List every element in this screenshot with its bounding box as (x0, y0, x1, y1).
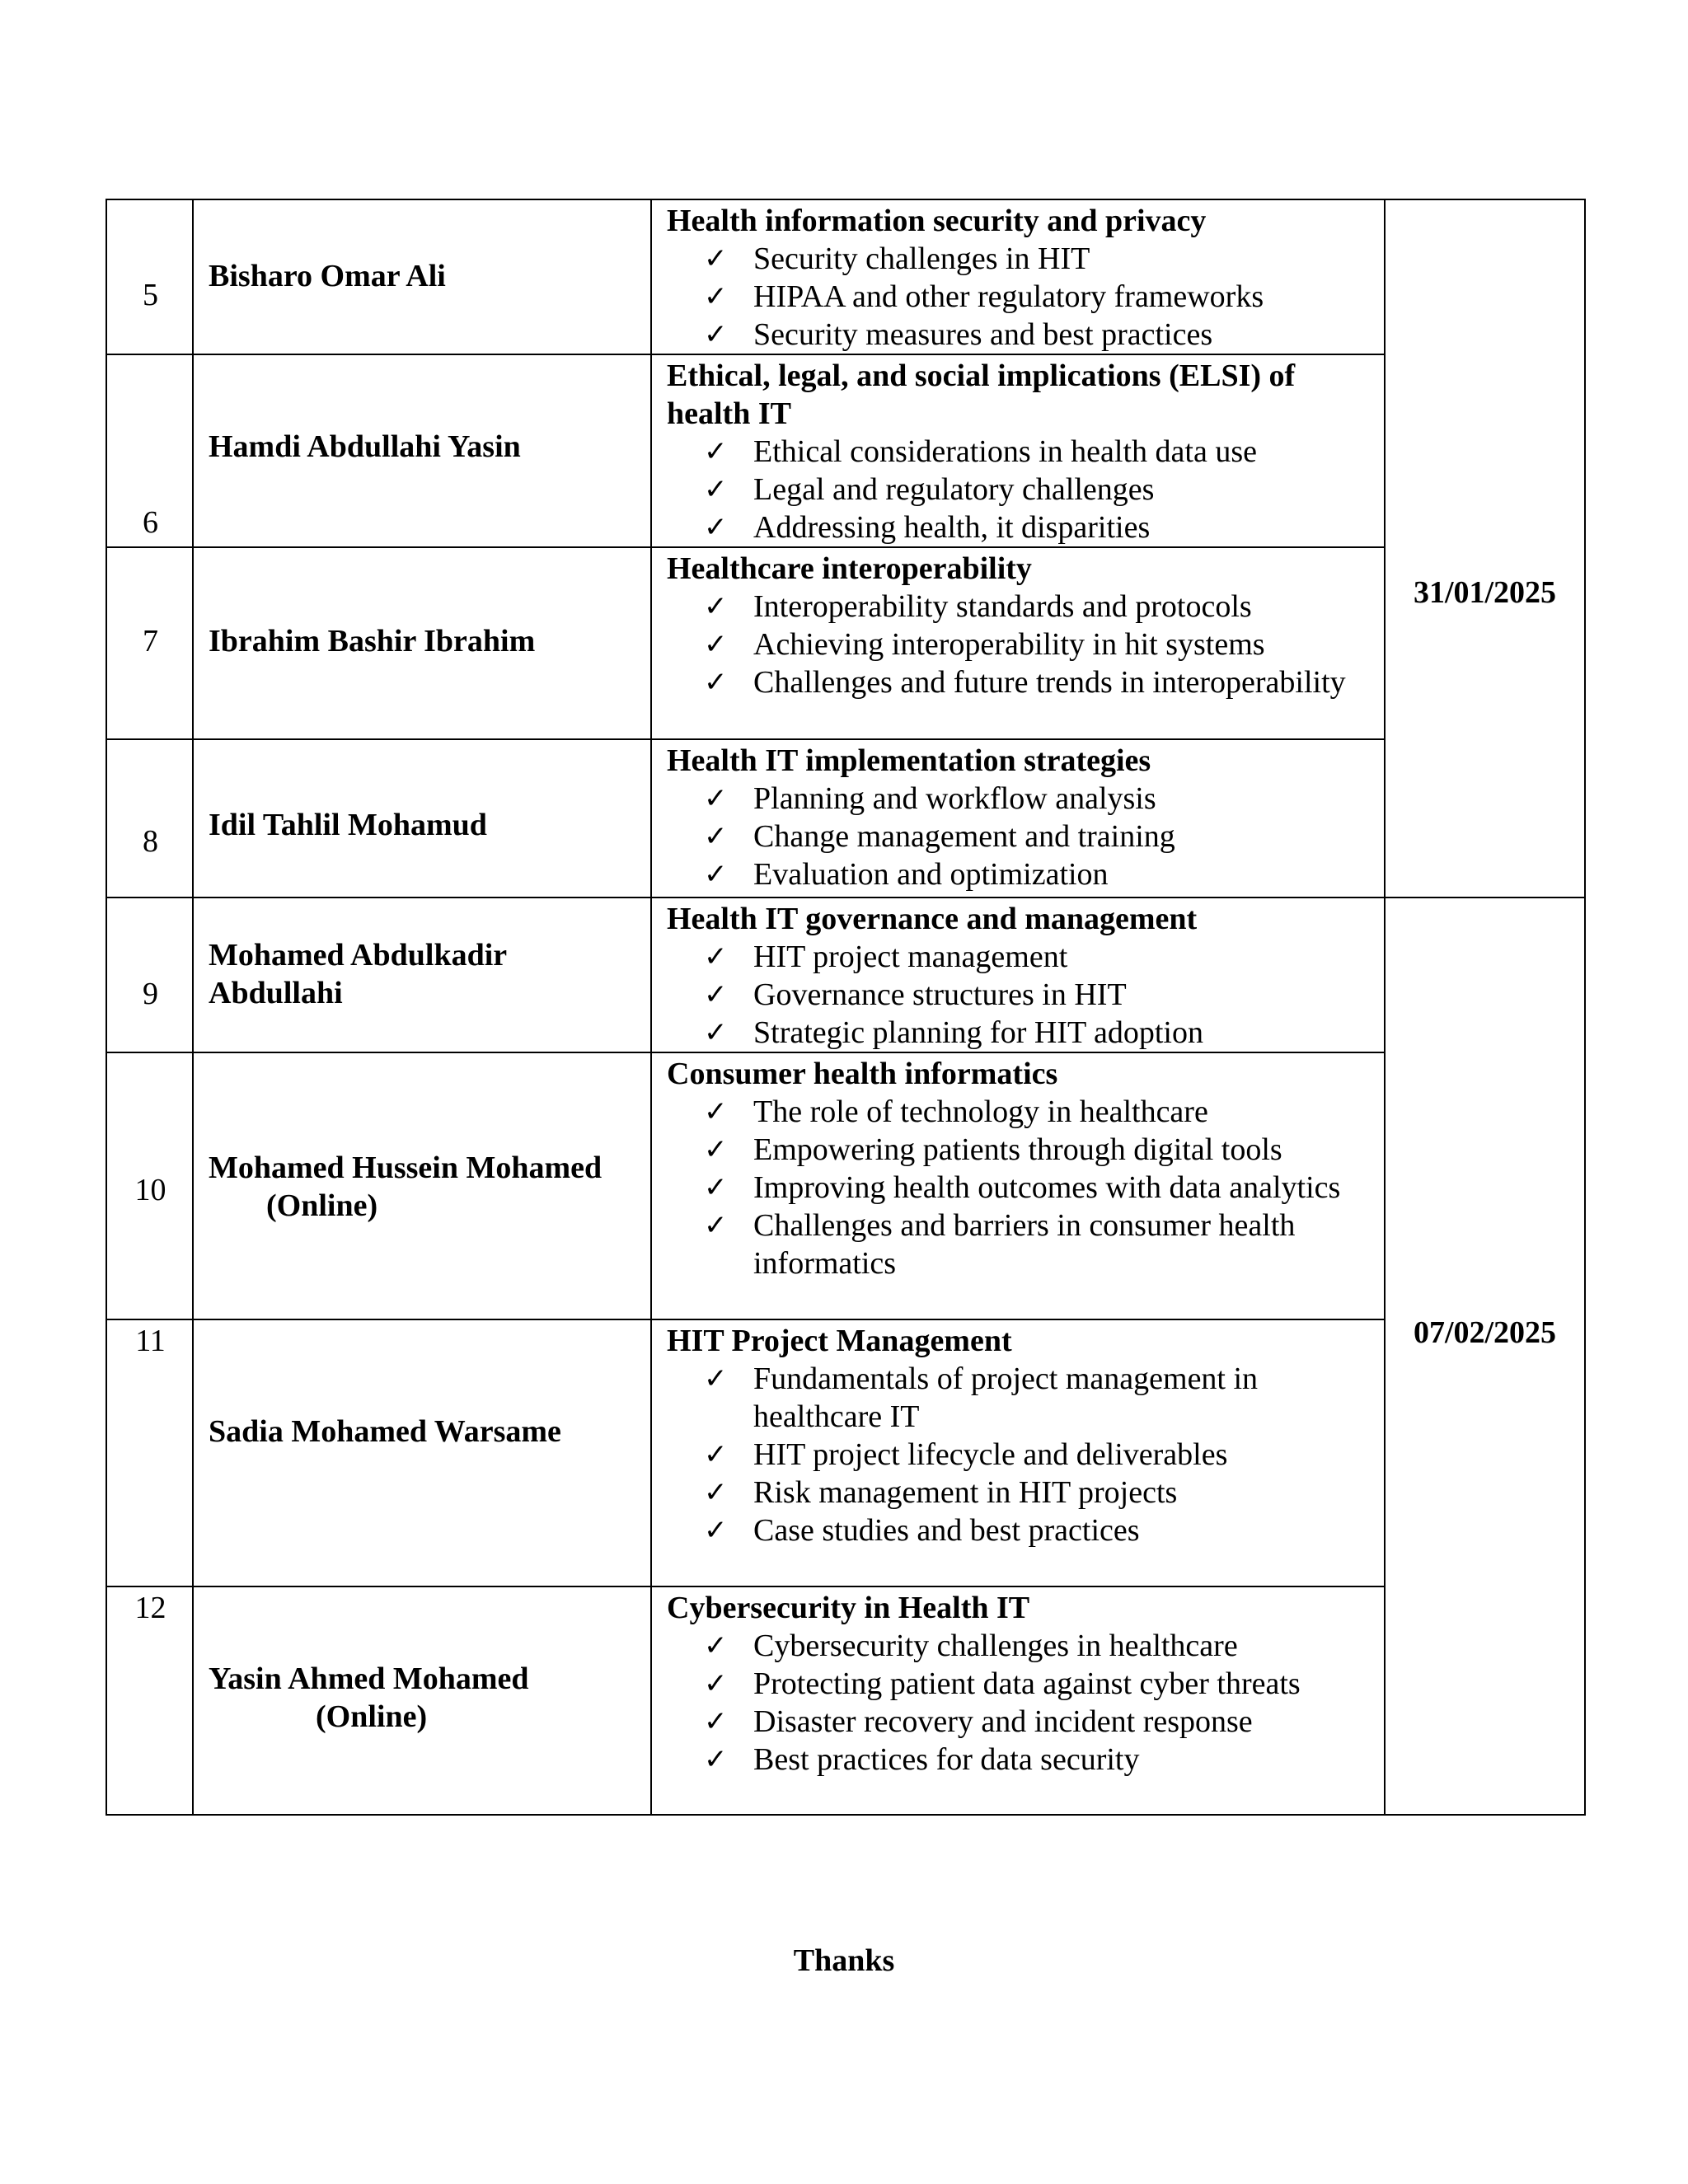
list-item: ✓ Cybersecurity challenges in healthcare (704, 1629, 1238, 1663)
list-item: ✓ HIT project management (704, 940, 1068, 974)
check-icon: ✓ (704, 858, 728, 891)
row-number-cell (106, 1052, 193, 1319)
presenter-cell (193, 354, 651, 547)
list-item: ✓ HIPAA and other regulatory frameworks (704, 279, 1264, 314)
presenter-name: Mohamed Hussein Mohamed (209, 1151, 603, 1185)
list-item: ✓ Interoperability standards and protocols (704, 589, 1252, 624)
row-number: 9 (143, 977, 158, 1011)
list-item: ✓ Risk management in HIT projects (704, 1475, 1178, 1510)
table-row (106, 547, 1585, 739)
check-icon: ✓ (704, 590, 728, 623)
table-row (106, 199, 1585, 354)
presenter-name: Bisharo Omar Ali (209, 259, 446, 293)
date-cell (1385, 898, 1585, 1815)
row-number-cell (106, 354, 193, 547)
presenter-cell (193, 199, 651, 354)
topic-title: HIT Project Management (667, 1324, 1012, 1358)
attendance-mode: (Online) (316, 1699, 428, 1734)
topic-cell (651, 354, 1385, 547)
list-item: ✓ Security measures and best practices (704, 317, 1213, 352)
list-item: ✓ Empowering patients through digital tools (704, 1132, 1282, 1167)
presenter-name: Abdullahi (209, 976, 343, 1010)
check-icon: ✓ (704, 1514, 728, 1547)
check-icon: ✓ (704, 1743, 728, 1776)
table-row (106, 898, 1585, 1052)
topic-cell (651, 1052, 1385, 1319)
row-number: 10 (134, 1173, 166, 1207)
table-row (106, 1319, 1585, 1586)
topic-cell (651, 1586, 1385, 1815)
presenter-name: Mohamed Abdulkadir (209, 938, 508, 972)
check-icon: ✓ (704, 1362, 728, 1395)
topic-title: Cybersecurity in Health IT (667, 1591, 1030, 1625)
list-item: ✓ Disaster recovery and incident response (704, 1704, 1253, 1739)
list-item: ✓ Evaluation and optimization (704, 857, 1109, 892)
check-icon: ✓ (704, 940, 728, 973)
check-icon: ✓ (704, 782, 728, 815)
list-item: ✓ Ethical considerations in health data use (704, 434, 1257, 469)
table-row (106, 1052, 1585, 1319)
list-item: ✓ Strategic planning for HIT adoption (704, 1015, 1203, 1050)
list-item: ✓ Governance structures in HIT (704, 977, 1127, 1012)
row-number: 5 (143, 278, 158, 312)
check-icon: ✓ (704, 473, 728, 506)
check-icon: ✓ (704, 280, 728, 313)
list-item: ✓ Achieving interoperability in hit systems (704, 627, 1265, 662)
topic-cell (651, 547, 1385, 739)
check-icon: ✓ (704, 1133, 728, 1166)
check-icon: ✓ (704, 1705, 728, 1738)
check-icon: ✓ (704, 318, 728, 351)
row-number-cell (106, 1319, 193, 1586)
date-cell (1385, 199, 1585, 898)
list-item: ✓ Challenges and future trends in interoperability (704, 665, 1346, 700)
schedule-table (106, 199, 1586, 1816)
table-row (106, 1586, 1585, 1815)
topic-title: Consumer health informatics (667, 1057, 1058, 1091)
list-item: ✓ Best practices for data security (704, 1742, 1140, 1777)
check-icon: ✓ (704, 1209, 728, 1242)
presenter-cell (193, 898, 651, 1052)
list-item: ✓ Challenges and barriers in consumer health informatics (704, 1208, 1296, 1281)
check-icon: ✓ (704, 978, 728, 1011)
table-row (106, 739, 1585, 898)
check-icon: ✓ (704, 666, 728, 699)
presenter-cell (193, 739, 651, 898)
list-item: ✓ HIT project lifecycle and deliverables (704, 1437, 1228, 1472)
attendance-mode: (Online) (266, 1188, 378, 1223)
topic-title: Ethical, legal, and social implications (ELSI) of health IT (667, 359, 1296, 431)
check-icon: ✓ (704, 1629, 728, 1662)
check-icon: ✓ (704, 1667, 728, 1700)
check-icon: ✓ (704, 511, 728, 544)
presenter-name: Yasin Ahmed Mohamed (209, 1661, 529, 1696)
row-number: 8 (143, 824, 158, 859)
presenter-cell (193, 1586, 651, 1815)
session-date: 07/02/2025 (1413, 1315, 1557, 1350)
list-item: ✓ The role of technology in healthcare (704, 1094, 1208, 1129)
closing-text: Thanks (793, 1943, 895, 1978)
row-number-cell (106, 547, 193, 739)
topic-cell (651, 739, 1385, 898)
topic-title: Health IT governance and management (667, 902, 1198, 936)
topic-cell (651, 1319, 1385, 1586)
check-icon: ✓ (704, 1016, 728, 1049)
presenter-name: Hamdi Abdullahi Yasin (209, 429, 521, 464)
check-icon: ✓ (704, 1095, 728, 1128)
list-item: ✓ Legal and regulatory challenges (704, 472, 1155, 507)
list-item: ✓ Planning and workflow analysis (704, 781, 1156, 816)
topic-title: Health information security and privacy (667, 204, 1207, 238)
row-number-cell (106, 199, 193, 354)
check-icon: ✓ (704, 1438, 728, 1471)
presenter-cell (193, 547, 651, 739)
presenter-name: Ibrahim Bashir Ibrahim (209, 624, 536, 658)
list-item: ✓ Fundamentals of project management in healthcare IT (704, 1361, 1259, 1434)
check-icon: ✓ (704, 1476, 728, 1509)
presenter-name: Sadia Mohamed Warsame (209, 1414, 561, 1449)
row-number: 12 (134, 1591, 166, 1625)
topic-cell (651, 898, 1385, 1052)
topic-cell (651, 199, 1385, 354)
check-icon: ✓ (704, 820, 728, 853)
row-number-cell (106, 739, 193, 898)
topic-title: Healthcare interoperability (667, 551, 1032, 586)
session-date: 31/01/2025 (1413, 575, 1557, 610)
list-item: ✓ Change management and training (704, 819, 1175, 854)
row-number-cell (106, 1586, 193, 1815)
row-number-cell (106, 898, 193, 1052)
list-item: ✓ Addressing health, it disparities (704, 510, 1151, 545)
check-icon: ✓ (704, 1171, 728, 1204)
list-item: ✓ Protecting patient data against cyber threats (704, 1666, 1301, 1701)
check-icon: ✓ (704, 628, 728, 661)
presenter-name: Idil Tahlil Mohamud (209, 808, 487, 842)
check-icon: ✓ (704, 242, 728, 275)
row-number: 7 (143, 624, 158, 658)
topic-title: Health IT implementation strategies (667, 743, 1151, 778)
table-row (106, 354, 1585, 547)
list-item: ✓ Case studies and best practices (704, 1513, 1140, 1548)
list-item: ✓ Security challenges in HIT (704, 241, 1090, 276)
list-item: ✓ Improving health outcomes with data analytics (704, 1170, 1341, 1205)
check-icon: ✓ (704, 435, 728, 468)
presenter-cell (193, 1319, 651, 1586)
presenter-cell (193, 1052, 651, 1319)
row-number: 6 (143, 505, 158, 540)
row-number: 11 (135, 1324, 166, 1358)
